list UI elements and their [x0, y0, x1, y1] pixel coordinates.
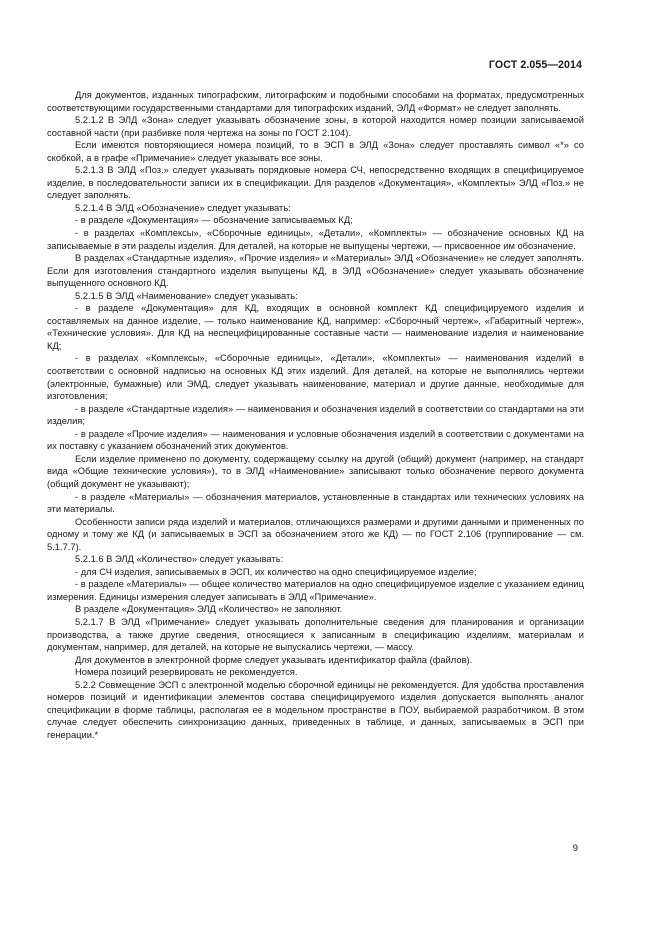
paragraph: В разделе «Документация» ЭЛД «Количество» не заполняют. [75, 604, 343, 615]
list-item: - для СЧ изделия, записываемых в ЭСП, их количество на одно специфицируемое изделие; [75, 566, 477, 577]
paragraph: Для документов, изданных типографским, литографским и подобными способами на форматах, предусмотренных соответствующими государственными стандартами для типографских изданий, ЭЛД «Формат» не следует заполнять. [47, 90, 584, 113]
paragraph: 5.2.1.4 В ЭЛД «Обозначение» следует указывать: [75, 202, 291, 213]
paragraph: Если имеются повторяющиеся номера позиций, то в ЭСП в ЭЛД «Зона» следует проставлять символ «*» со скобкой, а в графе «Примечание» следует указывать все зоны. [47, 140, 584, 163]
document-header: ГОСТ 2.055—2014 [488, 59, 582, 71]
list-item: - в разделе «Материалы» — общее количество материалов на одно специфицируемое изделие с указанием единиц измерения. Единицы измерения следует записывать в ЭЛД «Примечание». [47, 579, 584, 602]
paragraph: В разделах «Стандартные изделия», «Прочие изделия» и «Материалы» ЭЛД «Обозначение» не следует заполнять. Если для изготовления стандартного изделия выпущены КД, в ЭЛД «Обозначение» следует указывать обозначение выпущенного основного КД. [47, 253, 584, 289]
paragraph: 5.2.1.6 В ЭЛД «Количество» следует указывать: [75, 554, 284, 565]
list-item: - в разделе «Прочие изделия» — наименования и условные обозначения изделий в соответствии с документами на их поставку с указанием обозначений этих документов. [47, 428, 584, 452]
paragraph: 5.2.1.5 В ЭЛД «Наименование» следует указывать: [75, 290, 298, 301]
paragraph: 5.2.1.3 В ЭЛД «Поз.» следует указывать порядковые номера СЧ, непосредственно входящих в специфицируемое изделие, в последовательности записи их в спецификации. Для разделов «Документация», «Комплекты» ЭЛД «Поз.» не следует заполнять. [47, 165, 584, 201]
page-number: 9 [572, 843, 578, 854]
list-item: - в разделе «Документация» для КД, входящих в основной комплект КД специфицируемого изделия и составляемых на данное изделие, — только наименование КД, например: «Сборочный чертеж», «Габаритный чертеж», «Технические условия». Для КД на неспецифицированные составные части — наименование изделия и наименование КД; [47, 303, 584, 351]
paragraph: Если изделие применено по документу, содержащему ссылку на другой (общий) документ (например, на стандарт вида «Общие технические условия»), то в ЭЛД «Наименование» записывают только обозначение первого документа (общий документ не указывают); [47, 453, 584, 489]
paragraph: 5.2.2 Совмещение ЭСП с электронной моделью сборочной единицы не рекомендуется. Для удобства проставления номеров позиций и идентификации элементов состава специфицируемого изделия допускается выполнять аналог спецификации в форме таблицы, располагая ее в модельном пространстве в ПОУ, выбираемой разработчиком. В этом случае следует обеспечить синхронизацию данных, приведенных в таблице, и данных, записываемых в ЭСП при генерации.* [47, 679, 584, 740]
paragraph: Номера позиций резервировать не рекомендуется. [75, 667, 298, 678]
list-item: - в разделе «Документация» — обозначение записываемых КД; [75, 215, 353, 226]
list-item: - в разделах «Комплексы», «Сборочные единицы», «Детали», «Комплекты» — наименования изделий в соответствии с основной надписью на основных КД этих изделий. Для деталей, на которые не выполнялись чертежи (электронные, бумажные) или ЭМД, следует указывать наименование, материал и другие данные, необходимые для изготовления; [47, 353, 584, 402]
document-body [47, 89, 584, 741]
paragraph: 5.2.1.7 В ЭЛД «Примечание» следует указывать дополнительные сведения для планирования и организации производства, а также другие сведения, относящиеся к записанным в спецификацию изделиям, материалам и документам, например, для деталей, на которые не выпускались чертежи, — массу. [47, 616, 584, 653]
paragraph: Особенности записи ряда изделий и материалов, отличающихся размерами и другими данными и примененных по одному и тому же КД (и записываемых в ЭСП за обозначением этого же КД) — по ГОСТ 2.106 (группирование — см. 5.1.7.7). [47, 516, 584, 552]
list-item: - в разделе «Материалы» — обозначения материалов, установленные в стандартах или технических условиях на эти материалы. [47, 491, 584, 515]
list-item: - в разделе «Стандартные изделия» — наименования и обозначения изделий в соответствии со стандартами на эти изделия; [47, 403, 584, 427]
list-item: - в разделах «Комплексы», «Сборочные единицы», «Детали», «Комплекты» — обозначение основных КД на записываемые в эти разделы изделия. Для деталей, на которые не выпущены чертежи, — присвоенное им обозначение. [47, 228, 584, 251]
paragraph: Для документов в электронной форме следует указывать идентификатор файла (файлов). [75, 654, 473, 665]
paragraph: 5.2.1.2 В ЭЛД «Зона» следует указывать обозначение зоны, в которой находится номер позиции записываемой составной части (при разбивке поля чертежа на зоны по ГОСТ 2.104). [47, 115, 584, 138]
